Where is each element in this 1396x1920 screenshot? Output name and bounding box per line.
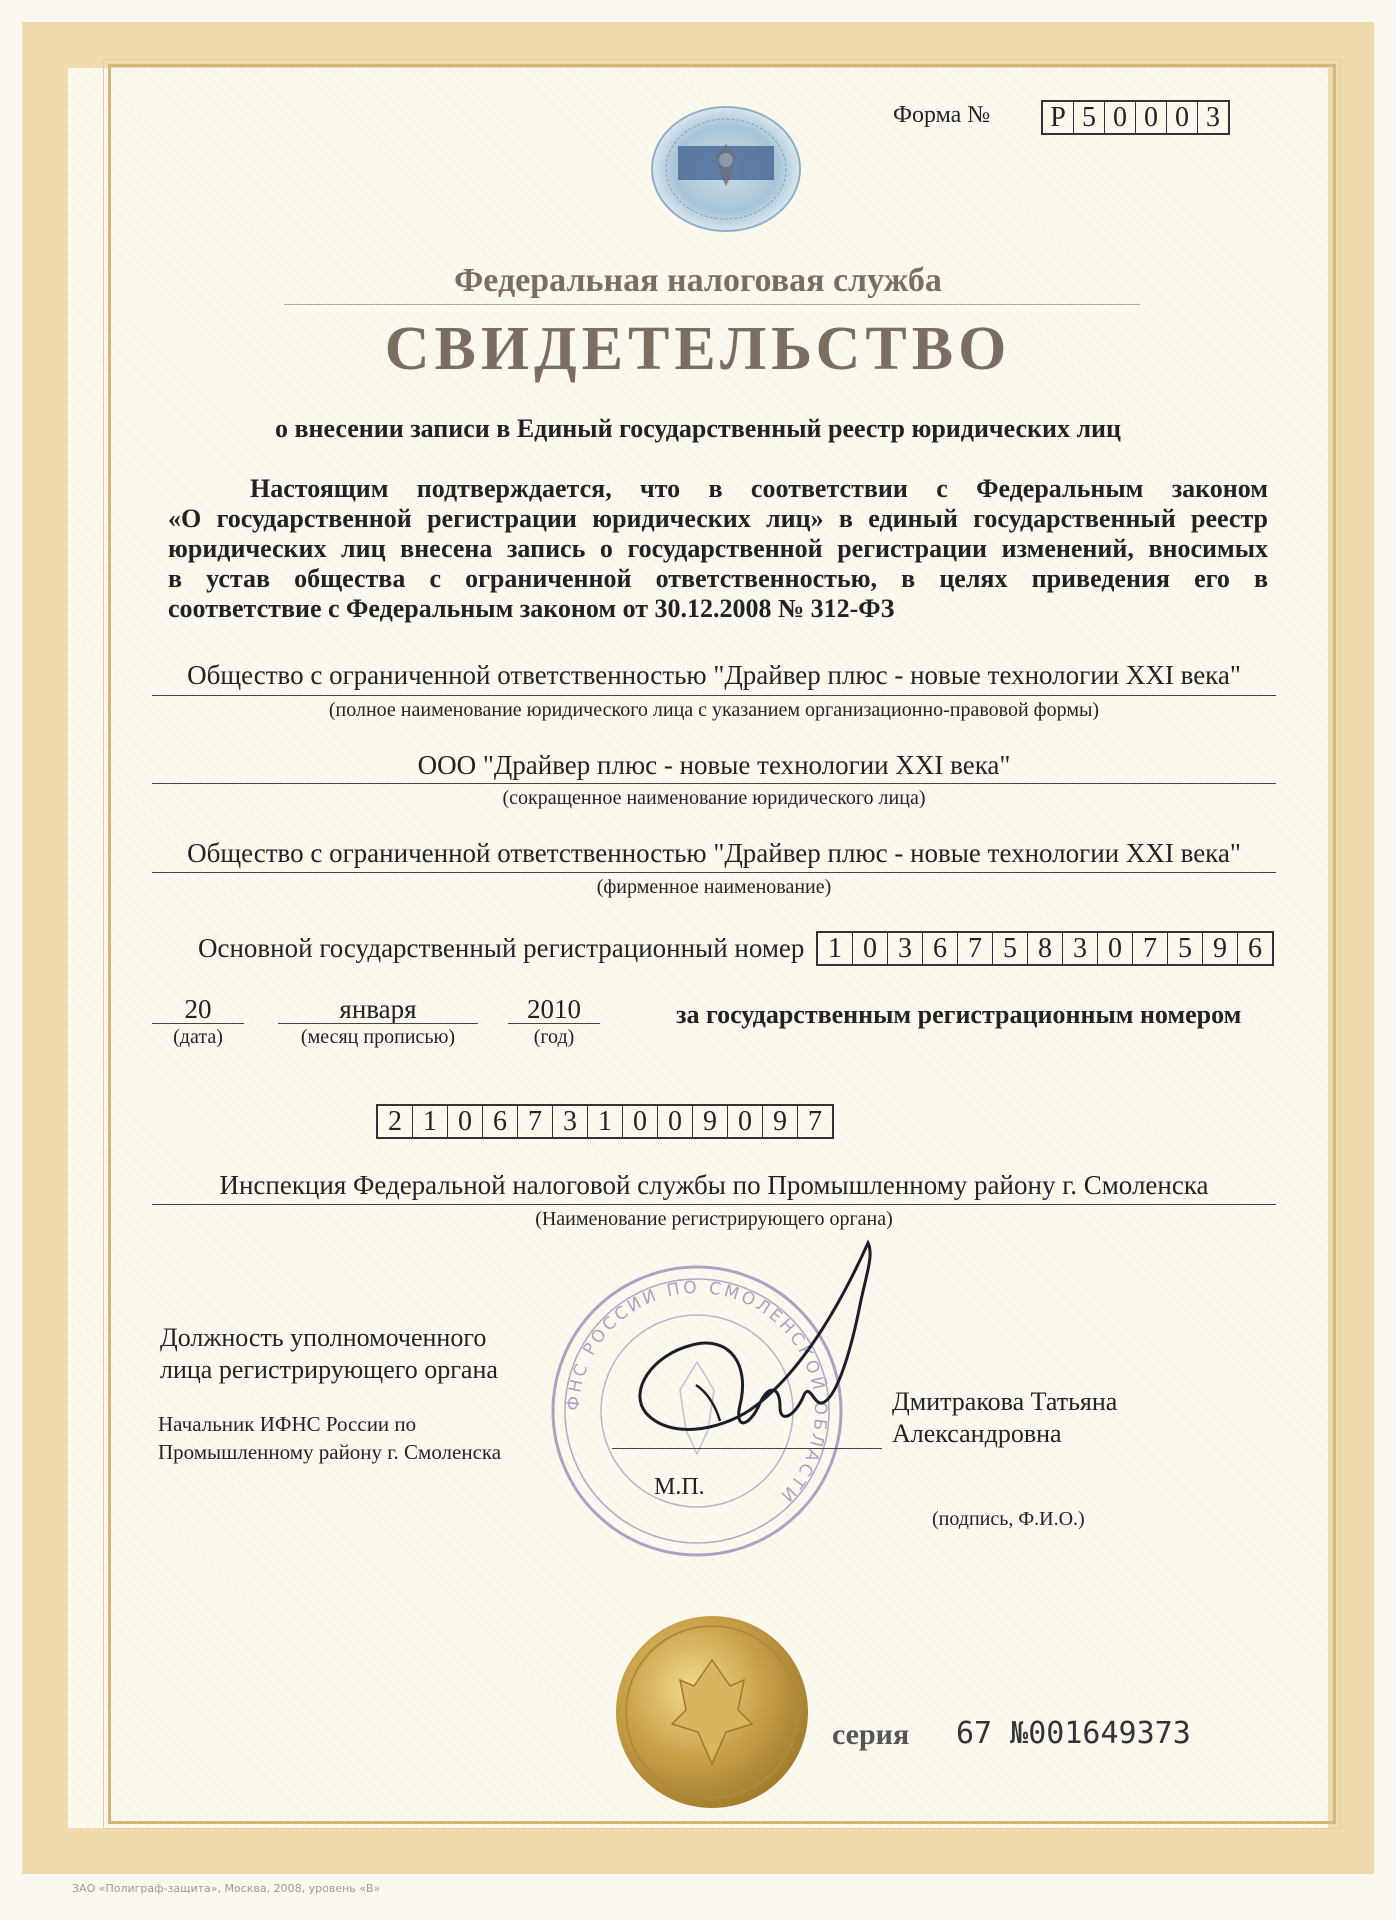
grn-cell: 1: [413, 1106, 448, 1137]
form-number-label: Форма №: [893, 102, 991, 128]
entity-full-name: Общество с ограниченной ответственностью "Драйвер плюс - новые технологии XXI века": [187, 660, 1241, 690]
ogrn-cell: 0: [1098, 933, 1133, 964]
date-year-hint: (год): [533, 1026, 575, 1048]
underline: [152, 783, 1276, 784]
grn-cell: 7: [518, 1106, 553, 1137]
ogrn-cell: 6: [1248, 933, 1262, 964]
date-day-hint: (дата): [173, 1026, 223, 1048]
position-label-line: Должность уполномоченного: [160, 1323, 487, 1352]
grn-cell: 0: [623, 1106, 658, 1137]
grn-cell: 2: [378, 1106, 413, 1137]
signature-line: [612, 1448, 882, 1449]
ogrn-cell: 5: [993, 933, 1028, 964]
service-name: Федеральная налоговая служба: [454, 262, 942, 299]
entity-firm-name: Общество с ограниченной ответственностью "Драйвер плюс - новые технологии XXI века": [187, 838, 1241, 868]
authority-name: Инспекция Федеральной налоговой службы по Промышленному району г. Смоленска: [219, 1170, 1209, 1200]
grn-cell: 9: [763, 1106, 798, 1137]
date-month: января: [339, 994, 417, 1024]
underline: [152, 1204, 1276, 1205]
grn-cell: 6: [483, 1106, 518, 1137]
body-line: «О государственной регистрации юридических лиц» в единый государственный реестр: [168, 504, 1268, 533]
ogrn-cells: [816, 931, 1274, 966]
entity-short-name: ООО "Драйвер плюс - новые технологии XXI века": [417, 750, 1011, 780]
ogrn-cell: 6: [923, 933, 958, 964]
grn-cell: 3: [553, 1106, 588, 1137]
ogrn-cell: 7: [958, 933, 993, 964]
position-line: Начальник ИФНС России по: [158, 1412, 417, 1436]
signature-hint: (подпись, Ф.И.О.): [932, 1508, 1085, 1530]
document-title: СВИДЕТЕЛЬСТВО: [384, 315, 1012, 383]
stamp-place-label: М.П.: [654, 1474, 705, 1500]
gold-seal: [614, 1614, 810, 1810]
series-number: 67 №001649373: [956, 1716, 1191, 1751]
underline: [508, 1023, 600, 1024]
signatory-name-line: Александровна: [892, 1419, 1062, 1448]
position-label-line: лица регистрирующего органа: [160, 1355, 498, 1384]
grn-cell: 1: [588, 1106, 623, 1137]
registration-label: за государственным регистрационным номером: [676, 1000, 1242, 1029]
underline: [152, 695, 1276, 696]
signatory-position: [158, 1410, 501, 1466]
grn-cell: 9: [693, 1106, 728, 1137]
form-number-cells: [1041, 100, 1230, 135]
entity-firm-name-hint: (фирменное наименование): [596, 876, 832, 898]
body-line: юридических лиц внесена запись о государственной регистрации изменений, вносимых: [168, 534, 1268, 563]
grn-cell: 0: [448, 1106, 483, 1137]
underline: [152, 1023, 244, 1024]
grn-cell: 7: [808, 1106, 822, 1137]
header-divider: [284, 304, 1140, 305]
date-year: 2010: [527, 994, 581, 1024]
document-subtitle: о внесении записи в Единый государственный реестр юридических лиц: [274, 414, 1121, 443]
ogrn-cell: 3: [888, 933, 923, 964]
series-label: серия: [832, 1718, 910, 1751]
entity-short-name-hint: (сокращенное наименование юридического лица): [502, 787, 926, 809]
stamp-text: ФНС РОССИИ ПО СМОЛЕНСКОЙ ОБЛАСТИ: [563, 1277, 831, 1508]
grn-cell: 0: [658, 1106, 693, 1137]
ogrn-cell: 0: [853, 933, 888, 964]
body-line: в устав общества с ограниченной ответственностью, в целях приведения его в: [168, 564, 1268, 593]
signatory-name: [892, 1386, 1117, 1450]
form-cell: Р: [1043, 102, 1074, 133]
hologram-emblem: [648, 104, 804, 234]
form-cell: 0: [1105, 102, 1136, 133]
position-label: [160, 1322, 498, 1386]
form-cell: 0: [1167, 102, 1198, 133]
body-line: Настоящим подтверждается, что в соответствии с Федеральным законом: [250, 474, 1268, 503]
ogrn-cell: 9: [1203, 933, 1238, 964]
printer-imprint: ЗАО «Полиграф-защита», Москва, 2008, уровень «В»: [72, 1882, 381, 1895]
grn-cell: 0: [728, 1106, 763, 1137]
grn-cells: [376, 1104, 834, 1139]
date-day: 20: [184, 994, 212, 1024]
underline: [278, 1023, 478, 1024]
form-cell: 3: [1206, 102, 1220, 133]
position-line: Промышленному району г. Смоленска: [158, 1440, 502, 1464]
ogrn-cell: 1: [818, 933, 853, 964]
date-month-hint: (месяц прописью): [300, 1026, 456, 1048]
form-cell: 0: [1136, 102, 1167, 133]
form-cell: 5: [1074, 102, 1105, 133]
ogrn-cell: 7: [1133, 933, 1168, 964]
ogrn-cell: 8: [1028, 933, 1063, 964]
signatory-name-line: Дмитракова Татьяна: [892, 1387, 1118, 1416]
ogrn-cell: 5: [1168, 933, 1203, 964]
ogrn-label: Основной государственный регистрационный номер: [198, 933, 805, 963]
entity-full-name-hint: (полное наименование юридического лица с указанием организационно-правовой формы): [328, 699, 1100, 721]
authority-hint: (Наименование регистрирующего органа): [535, 1208, 893, 1230]
handwritten-signature: [600, 1235, 880, 1475]
ogrn-cell: 3: [1063, 933, 1098, 964]
underline: [152, 872, 1276, 873]
body-line: соответствие с Федеральным законом от 30.12.2008 № 312-ФЗ: [168, 594, 895, 623]
